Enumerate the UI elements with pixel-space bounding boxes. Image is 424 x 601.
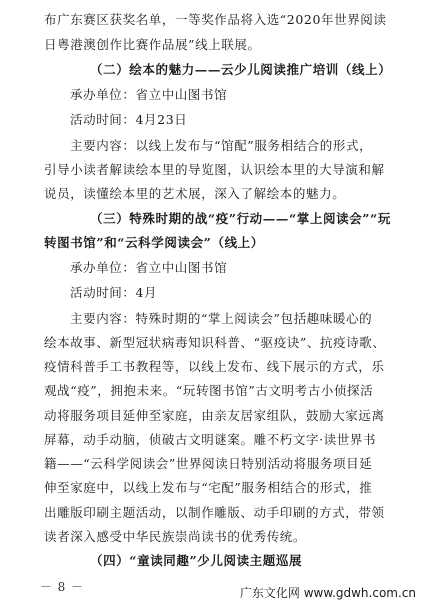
- body-text-line: 活动时间：4月23日: [70, 112, 188, 127]
- body-text-line: 说员，读懂绘本里的艺术展，深入了解绘本的魅力。: [44, 186, 346, 201]
- body-text-line: 伸至家庭中，以线上发布与“宅配”服务相结合的形式，推: [44, 480, 373, 495]
- body-text-line: 承办单位：省立中山图书馆: [70, 87, 228, 102]
- body-text-line: 活动时间：4月: [70, 285, 158, 300]
- body-text-line: 观战“疫”，拥抱未来。“玩转图书馆”古文明考古小侦探活: [44, 383, 374, 398]
- section-heading: （四）“童读同趣”少儿阅读主题巡展: [90, 553, 303, 568]
- body-text-line: 动将服务项目延伸至家庭，由亲友居家组队，鼓励大家远离: [44, 408, 385, 423]
- body-text-line: 日粤港澳创作比赛作品展”线上联展。: [44, 37, 261, 52]
- body-text-line: 引导小读者解读绘本里的导览图，认识绘本里的大导演和解: [44, 162, 385, 177]
- body-text-line: 主要内容：以线上发布与“馆配”服务相结合的形式，: [70, 138, 373, 153]
- body-text-line: 主要内容：特殊时期的“掌上阅读会”包括趣味暖心的: [70, 311, 373, 326]
- section-heading-continued: 转图书馆”和“云科学阅读会”（线上）: [44, 235, 264, 250]
- body-text-line: 籍——“云科学阅读会”世界阅读日特别活动将服务项目延: [44, 456, 373, 471]
- body-text-line: 布广东赛区获奖名单，一等奖作品将入选“2020年世界阅读: [44, 12, 387, 27]
- page-number: － 8 －: [39, 580, 85, 594]
- body-text-line: 疫情科普手工书教程等，以线上发布、线下展示的方式，乐: [44, 359, 385, 374]
- body-text-line: 读者深入感受中华民族崇尚读书的优秀传统。: [44, 529, 307, 544]
- body-text-line: 绘本故事、新型冠状病毒知识科普、“驱疫诀”、抗疫诗歌、: [44, 335, 386, 350]
- body-text-line: 承办单位：省立中山图书馆: [70, 260, 228, 275]
- body-text-line: 屏幕，动手动脑，侦破古文明谜案。雕不朽文字·读世界书: [44, 432, 377, 447]
- site-watermark: 广东文化网 www.gdwh.com.cn: [239, 586, 416, 600]
- body-text-line: 出雕版印刷主题活动，以制作雕版、动手印刷的方式，带领: [44, 505, 385, 520]
- section-heading: （二）绘本的魅力——云少儿阅读推广培训（线上）: [90, 62, 392, 77]
- section-heading: （三）特殊时期的战“疫”行动——“掌上阅读会”“玩: [90, 211, 391, 226]
